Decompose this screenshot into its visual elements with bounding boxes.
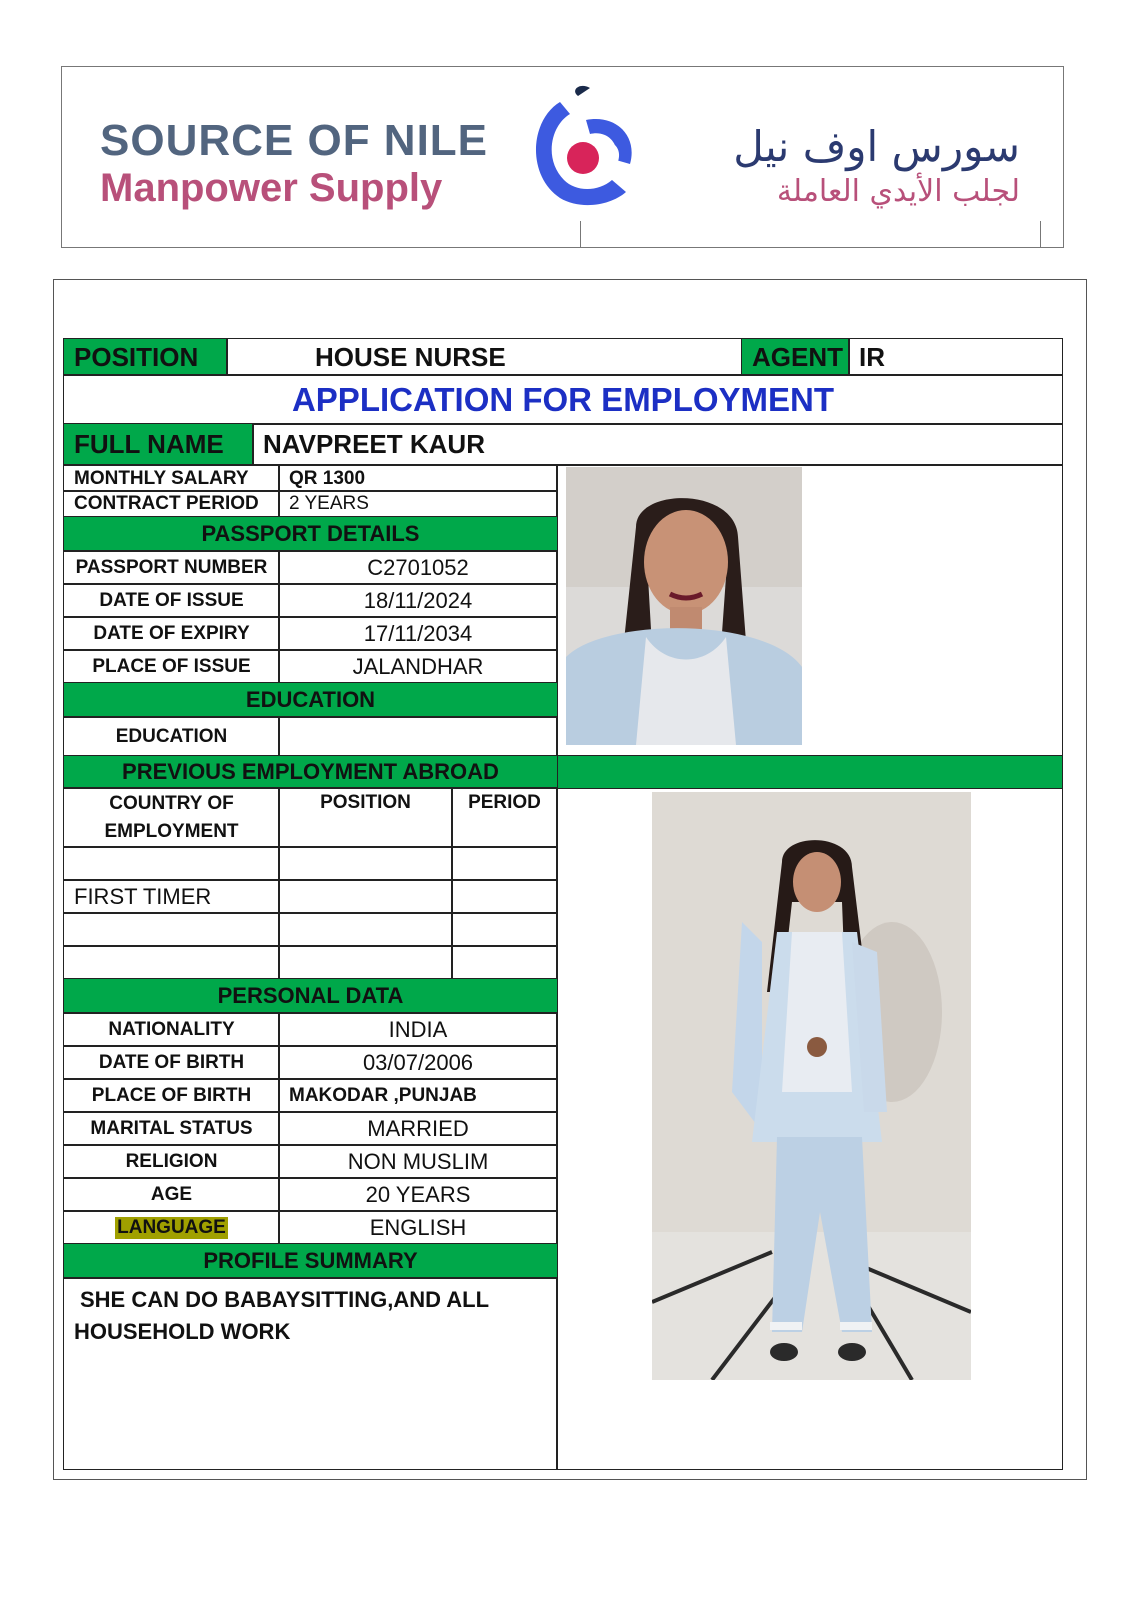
full-name-label: FULL NAME (63, 423, 254, 465)
employment-row-1-position (278, 846, 453, 881)
marital-status-label: MARITAL STATUS (63, 1111, 280, 1146)
language-label-cell (63, 1210, 280, 1245)
salary-value: QR 1300 (278, 465, 558, 492)
photo-panel-green-bar (556, 755, 1063, 789)
agent-label: AGENT (741, 338, 850, 376)
employment-row-4-period (451, 945, 558, 980)
date-of-expiry-label: DATE OF EXPIRY (63, 616, 280, 651)
education-value (278, 716, 558, 757)
nationality-label: NATIONALITY (63, 1012, 280, 1047)
pob-value: MAKODAR ,PUNJAB (278, 1078, 558, 1113)
personal-section-header: PERSONAL DATA (63, 978, 558, 1014)
company-tagline-ar: لجلب الأيدي العاملة (776, 174, 1020, 209)
company-logo-icon (520, 80, 650, 215)
company-name-en: SOURCE OF NILE (100, 116, 489, 165)
language-value: ENGLISH (278, 1210, 558, 1245)
profile-summary-line2: HOUSEHOLD WORK (74, 1319, 291, 1344)
contract-period-value: 2 YEARS (278, 490, 558, 518)
date-of-issue-label: DATE OF ISSUE (63, 583, 280, 618)
religion-value: NON MUSLIM (278, 1144, 558, 1179)
passport-number-label: PASSPORT NUMBER (63, 550, 280, 585)
dob-value: 03/07/2006 (278, 1045, 558, 1080)
company-name-ar: سورس اوف نيل (733, 122, 1020, 171)
employment-section-header: PREVIOUS EMPLOYMENT ABROAD (63, 755, 558, 789)
nationality-value: INDIA (278, 1012, 558, 1047)
employment-row-4-country (63, 945, 280, 980)
employment-row-3-country (63, 912, 280, 947)
position-label: POSITION (63, 338, 228, 376)
employment-row-3-position (278, 912, 453, 947)
employment-row-3-period (451, 912, 558, 947)
agent-value: IR (848, 338, 1063, 376)
employment-row-2-period (451, 879, 558, 914)
profile-section-header: PROFILE SUMMARY (63, 1243, 558, 1279)
portrait-photo (566, 467, 802, 745)
dob-label: DATE OF BIRTH (63, 1045, 280, 1080)
passport-number-value: C2701052 (278, 550, 558, 585)
employment-row-2-country: FIRST TIMER (63, 879, 280, 914)
date-of-expiry-value: 17/11/2034 (278, 616, 558, 651)
employment-row-1-period (451, 846, 558, 881)
salary-label: MONTHLY SALARY (63, 465, 280, 492)
contract-period-label: CONTRACT PERIOD (63, 490, 280, 518)
employment-row-4-position (278, 945, 453, 980)
col-country-header (63, 787, 280, 848)
profile-summary-line1: SHE CAN DO BABAYSITTING,AND ALL (80, 1287, 490, 1312)
col-country-line2: EMPLOYMENT (104, 820, 239, 842)
place-of-issue-value: JALANDHAR (278, 649, 558, 684)
pob-label: PLACE OF BIRTH (63, 1078, 280, 1113)
education-section-header: EDUCATION (63, 682, 558, 718)
col-country-line1: COUNTRY OF (109, 792, 234, 814)
place-of-issue-label: PLACE OF ISSUE (63, 649, 280, 684)
education-label: EDUCATION (63, 716, 280, 757)
language-label: LANGUAGE (117, 1216, 226, 1238)
date-of-issue-value: 18/11/2024 (278, 583, 558, 618)
employment-row-1-country (63, 846, 280, 881)
full-length-photo (652, 792, 971, 1380)
col-position-header: POSITION (278, 787, 453, 848)
religion-label: RELIGION (63, 1144, 280, 1179)
full-name-value: NAVPREET KAUR (252, 423, 1063, 465)
letterhead-sub-row (61, 221, 1041, 248)
form-title: APPLICATION FOR EMPLOYMENT (63, 374, 1063, 425)
age-value: 20 YEARS (278, 1177, 558, 1212)
col-period-header: PERIOD (451, 787, 558, 848)
marital-status-value: MARRIED (278, 1111, 558, 1146)
passport-section-header: PASSPORT DETAILS (63, 516, 558, 552)
letterhead-divider (580, 221, 581, 248)
company-tagline-en: Manpower Supply (100, 166, 443, 210)
position-value: HOUSE NURSE (226, 338, 743, 376)
age-label: AGE (63, 1177, 280, 1212)
employment-row-2-position (278, 879, 453, 914)
profile-summary-box (63, 1277, 558, 1470)
